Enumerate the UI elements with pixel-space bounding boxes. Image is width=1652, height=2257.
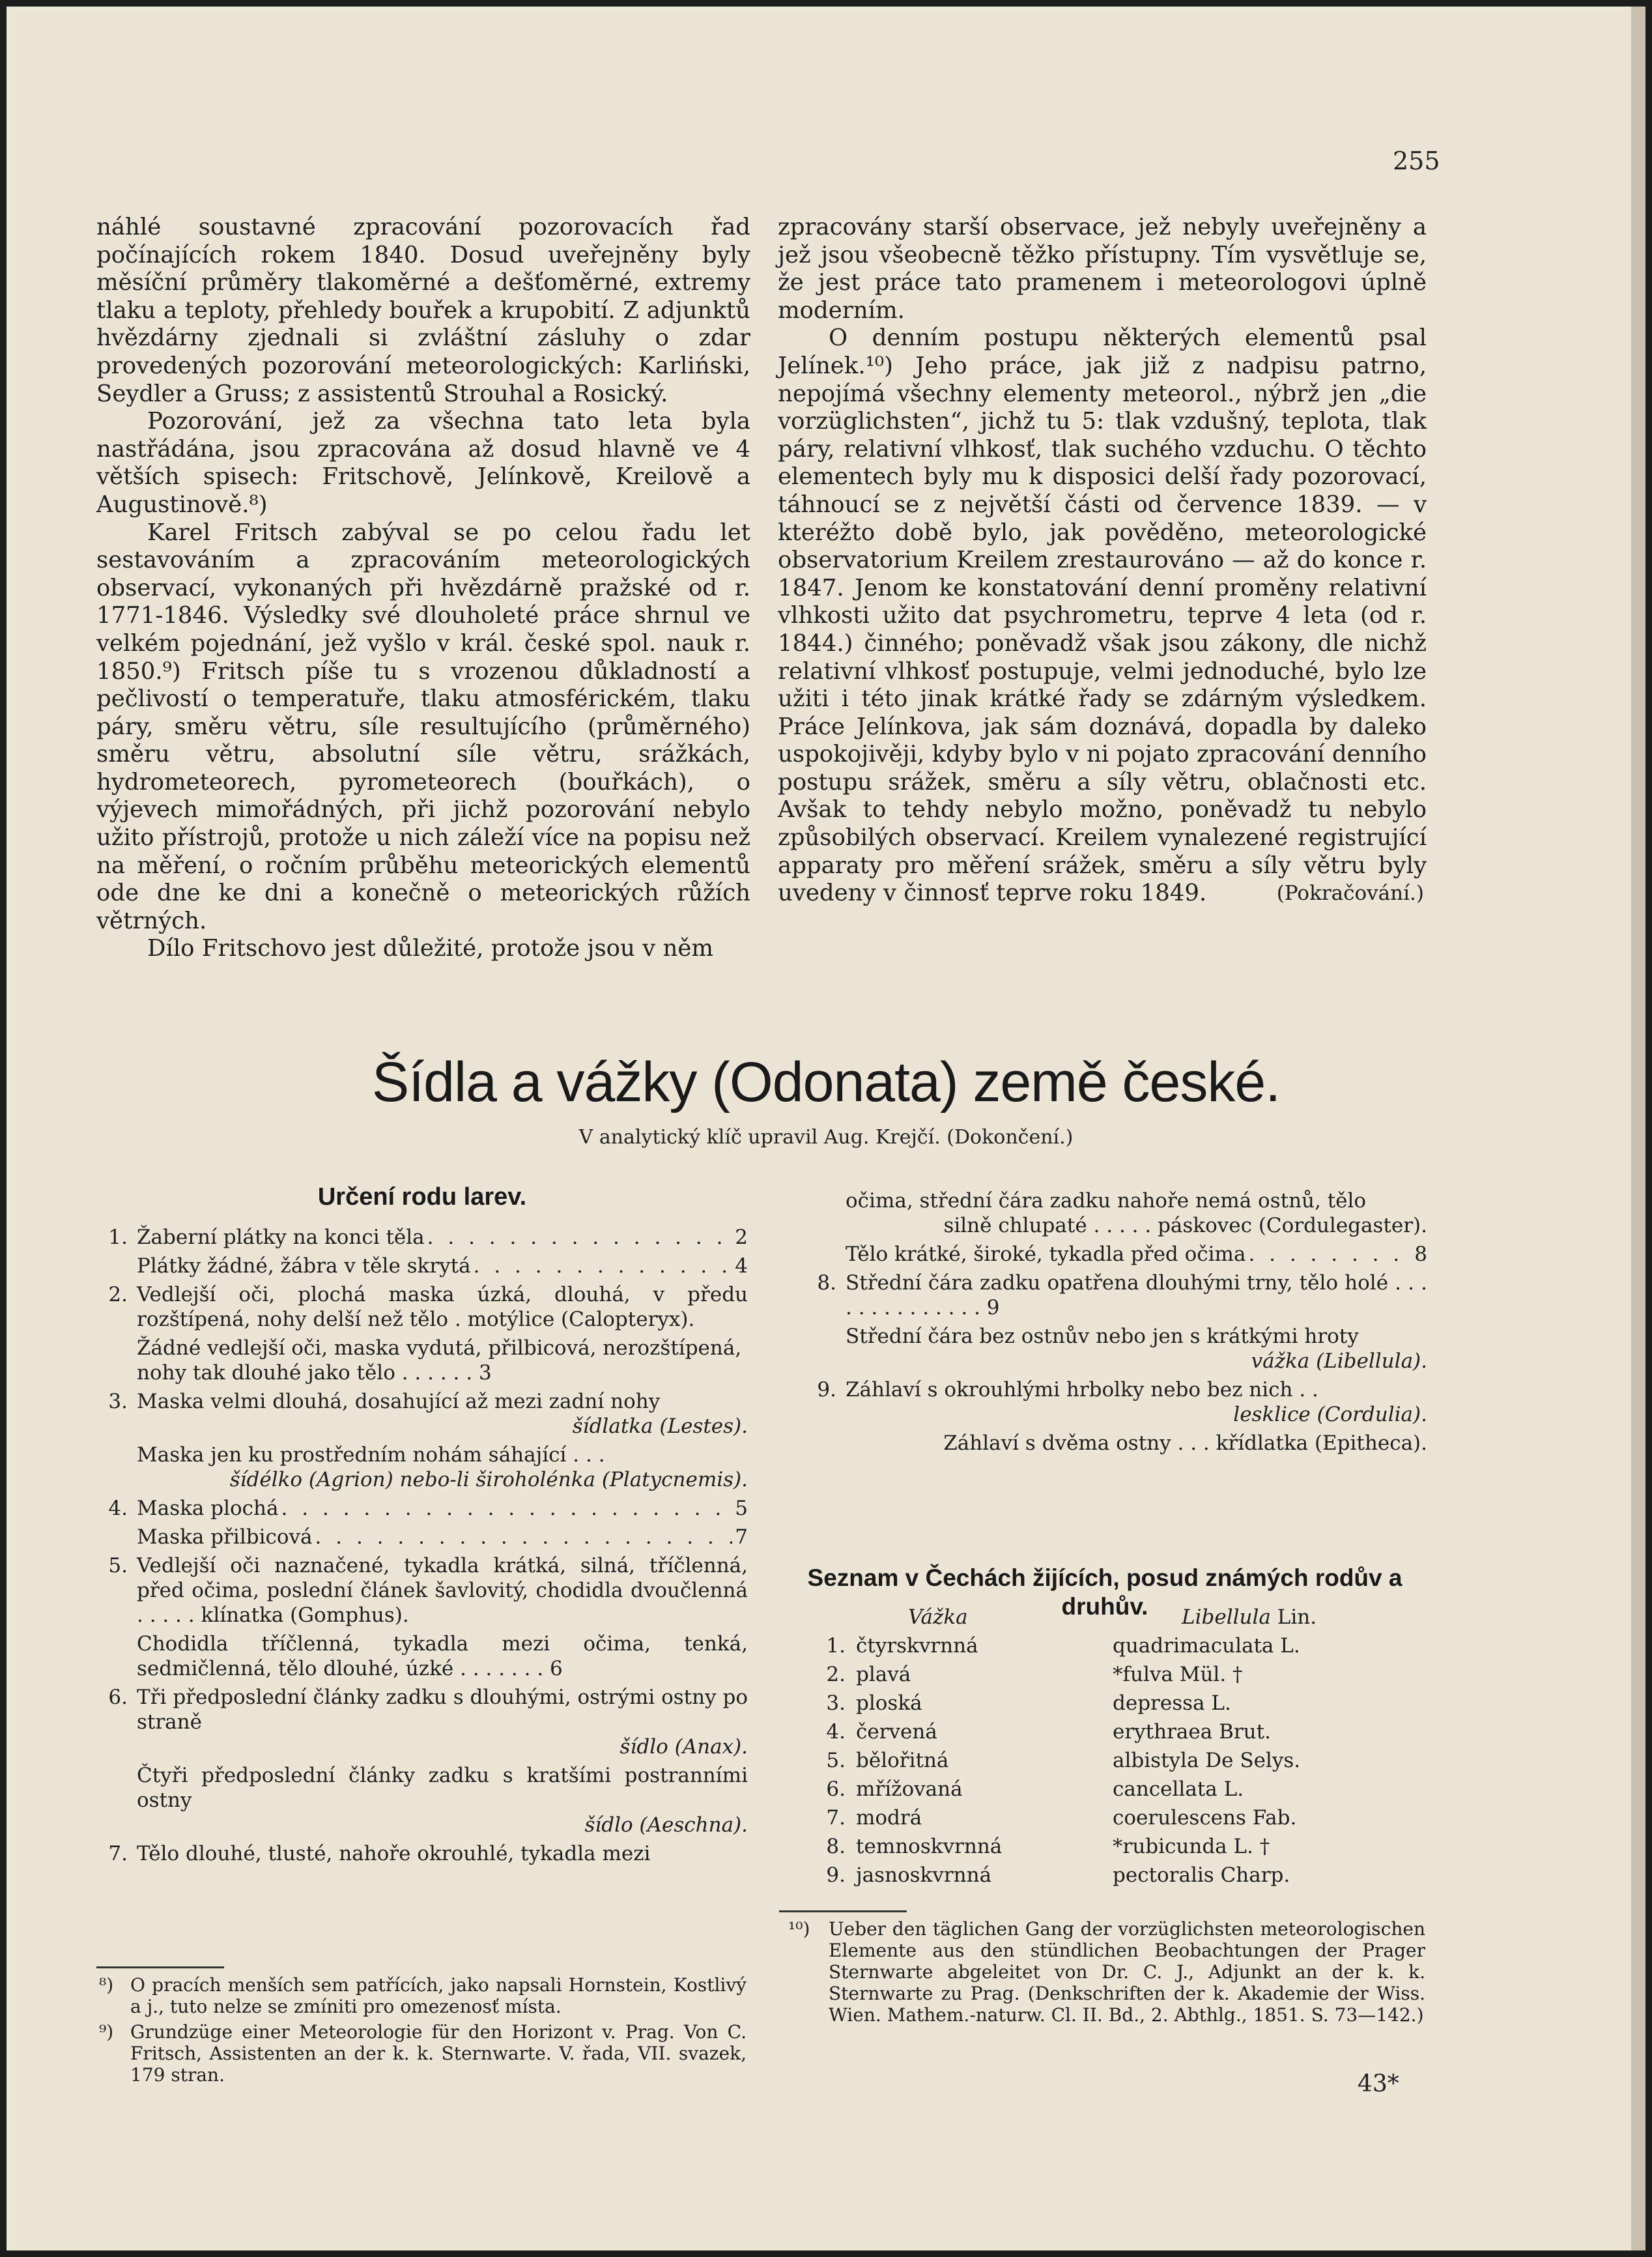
key-item: 7. Tělo dlouhé, tlusté, nahoře okrouhlé, tykadla mezi — [108, 1842, 651, 1865]
key-item: 6. Tři předposlední články zadku s dlouhými, ostrými ostny po straně šídlo (Anax). — [108, 1686, 748, 1759]
right-column-top — [778, 214, 1427, 908]
species-row: 5. bělořitná albistyla De Selys. — [826, 1749, 1301, 1772]
paragraph: Karel Fritsch zabýval se po celou řadu let sestavováním a zpracováním meteorologických observací, vykonaných při hvězdárně pražské od r. 1771-1846. Výsledky své dlouholeté práce shrnul ve velkém pojednání, jež vyšlo v král. české spol. nauk r. 1850.⁹) Fritsch píše tu s vrozenou důkladností a pečlivostí o temperatuře, tlaku atmosférickém, tlaku páry, směru větru, síle resultujícího (průměrného) směru větru, absolutní síle větru, srážkách, hydrometeorech, pyrometeorech (bouřkách), o výjevech mimořádných, při jichž pozorování nebylo užito přístrojů, protože u nich záleží více na popisu než na měření, o ročním průběhu meteorických elementů ode dne ke dni a konečně o meteorických růžích větrných. — [96, 519, 750, 934]
key-item: 1. Žaberní plátky na konci těla . . . 2 — [96, 1225, 748, 1250]
key-item: Žádné vedlejší oči, maska vydutá, přilbicová, nerozštípená, nohy tak dlouhé jako tělo . . . . . . 3 — [137, 1336, 742, 1385]
key-item: 4. Maska plochá . . . 5 — [96, 1496, 748, 1521]
key-item: 3. Maska velmi dlouhá, dosahující až mezi zadní nohy šídlatka (Lestes). — [108, 1390, 748, 1438]
key-item: Tělo krátké, široké, tykadla před očima . . . 8 — [805, 1242, 1427, 1267]
paragraph: náhlé soustavné zpracování pozorovacích řad počínajících rokem 1840. Dosud uveřejněny byly měsíční průměry tlakoměrné a dešťoměrné, extremy tlaku a teploty, přehledy bouřek a krupobití. Z adjunktů hvězdárny zjednali si zvláštní zásluhy o zdar provedených pozorování meteorologických: Karliński, Seydler a Gruss; z assistentů Strouhal a Rosický. — [96, 214, 750, 407]
continuation-note: (Pokračování.) — [1276, 882, 1424, 906]
species-row: 8. temnoskvrnná *rubicunda L. † — [826, 1835, 1270, 1858]
paragraph-text: O denním postupu některých elementů psal Jelínek.¹⁰) Jeho práce, jak již z nadpisu patrno, nepojímá všechny elementy meteorol., nýbrž jen „die vorzüglichsten“, jichž tu 5: tlak vzdušný, teplota, tlak páry, relativní vlhkosť, tlak suchého vzduchu. O těchto elementech byly mu k disposici delší řady pozorovací, táhnoucí se z největší části od července 1839. — v kteréžto době bylo, jak pověděno, meteorologické observatorium Kreilem zrestaurováno — až do konce r. 1847. Jenom ke konstatování denní proměny relativní vlhkosti užito dat psychrometru, teprve 4 leta (od r. 1844.) činného; poněvadž však jsou zákony, dle nichž relativní vlhkosť postupuje, velmi jednoduché, bylo lze užiti i této jinak krátké řady se zdárným výsledkem. Práce Jelínkova, jak sám doznává, dopadla by daleko uspokojivěji, kdyby bylo v ni pojato zpracování denního postupu srážek, směru a síly větru, oblačnosti etc. Avšak to tehdy nebylo možno, poněvadž tu nebylo způsobilých observací. Kreilem vynalezené registrující apparaty pro měření srážek, směru a síly větru byly uvedeny v činnosť teprve roku 1849. — [778, 324, 1427, 907]
signature-mark: 43* — [1358, 2071, 1399, 2097]
species-heading: Seznam v Čechách žijících, posud známých rodův a druhův. — [807, 1564, 1403, 1620]
footnote-8: ⁸) O pracích menších sem patřících, jako napsali Hornstein, Kostlivý a j., tuto nelze se zmíniti pro omezenosť místa. — [99, 1974, 747, 2017]
paragraph: Pozorování, jež za všechna tato leta byla nastřádána, jsou zpracována až dosud hlavně ve 4 větších spisech: Fritschově, Jelínkově, Kreilově a Augustinově.⁸) — [96, 408, 750, 518]
paragraph: zpracovány starší observace, jež nebyly uveřejněny a jež jsou všeobecně těžko přístupny. Tím vysvětluje se, že jest práce tato pramenem i meteorologovi úplně moderním. — [778, 214, 1427, 324]
key-item: Plátky žádné, žábra v těle skrytá . . . 4 — [96, 1254, 748, 1278]
article-title: Šídla a vážky (Odonata) země české. — [371, 1051, 1281, 1114]
key-item: Maska jen ku prostředním nohám sáhající . . . šídélko (Agrion) nebo-li široholénka (Platycnemis). — [137, 1443, 748, 1491]
key-item: Maska přilbicová . . . 7 — [96, 1525, 748, 1549]
key-item: Čtyři předposlední články zadku s kratšími postranními ostny šídlo (Aeschna). — [137, 1764, 748, 1837]
key-left-column — [96, 1225, 748, 1870]
book-page — [7, 7, 1645, 2250]
key-item: 2. Vedlejší oči, plochá maska úzká, dlouhá, v předu rozštípená, nohy delší než tělo . motýlice (Calopteryx). — [108, 1283, 748, 1331]
species-row: 9. jasnoskvrnná pectoralis Charp. — [826, 1863, 1290, 1887]
column-latin: Libellula Lin. — [1182, 1605, 1317, 1629]
left-column-top — [96, 214, 750, 963]
species-row: 3. ploská depressa L. — [826, 1691, 1231, 1715]
key-right-column — [805, 1188, 1427, 1459]
key-item: Střední čára bez ostnův nebo jen s krátkými hroty vážka (Libellula). — [846, 1325, 1427, 1373]
key-item: Chodidla tříčlenná, tykadla mezi očima, tenká, sedmičlenná, tělo dlouhé, úzké . . . . . . . 6 — [137, 1632, 748, 1680]
footnote-9: ⁹) Grundzüge einer Meteorologie für den Horizont v. Prag. Von C. Fritsch, Assistenten an der k. k. Sternwarte. V. řada, VII. svazek, 179 stran. — [99, 2021, 747, 2086]
species-row: 1. čtyrskvrnná quadrimaculata L. — [826, 1634, 1300, 1658]
article-subtitle: V analytický klíč upravil Aug. Krejčí. (Dokončení.) — [578, 1126, 1074, 1149]
key-heading: Určení rodu larev. — [317, 1183, 527, 1211]
key-continuation: očima, střední čára zadku nahoře nemá ostnů, tělo silně chlupaté . . . . . páskovec (Cordulegaster). — [846, 1189, 1427, 1237]
page-number: 255 — [1393, 147, 1440, 175]
column-czech: Vážka — [908, 1605, 968, 1629]
species-header-row — [817, 1603, 1403, 1632]
key-item: Záhlaví s dvěma ostny . . . křídlatka (Epitheca). — [943, 1431, 1427, 1455]
footnote-10: ¹⁰) Ueber den täglichen Gang der vorzüglichsten meteorologischen Elemente aus den stündlichen Beobachtungen der Prager Sternwarte abgeleitet von Dr. C. J., Adjunkt an der k. k. Sternwarte zu Prag. (Denkschriften der k. Akademie der Wiss. Wien. Mathem.-naturw. Cl. II. Bd., 2. Abthlg., 1851. S. 73—142.) — [788, 1918, 1425, 2026]
species-row: 7. modrá coerulescens Fab. — [826, 1806, 1297, 1830]
paragraph: Dílo Fritschovo jest důležité, protože jsou v něm — [147, 935, 714, 962]
paragraph — [778, 324, 1427, 907]
species-list — [817, 1603, 1403, 1890]
species-row: 4. červená erythraea Brut. — [826, 1720, 1271, 1744]
key-item: 5. Vedlejší oči naznačené, tykadla krátká, silná, tříčlenná, před očima, poslední článek šavlovitý, chodidla dvoučlenná . . . . . klínatka (Gomphus). — [108, 1554, 748, 1627]
key-item: 8. Střední čára zadku opatřena dlouhými trny, tělo holé . . . . . . . . . . . . . . 9 — [817, 1271, 1427, 1319]
footnote-rule — [779, 1910, 907, 1912]
species-row: 6. mřížovaná cancellata L. — [826, 1777, 1244, 1801]
species-row: 2. plavá *fulva Mül. † — [826, 1663, 1243, 1686]
key-item: 9. Záhlaví s okrouhlými hrbolky nebo bez nich . . lesklice (Cordulia). — [817, 1378, 1427, 1426]
footnote-rule — [96, 1966, 224, 1968]
